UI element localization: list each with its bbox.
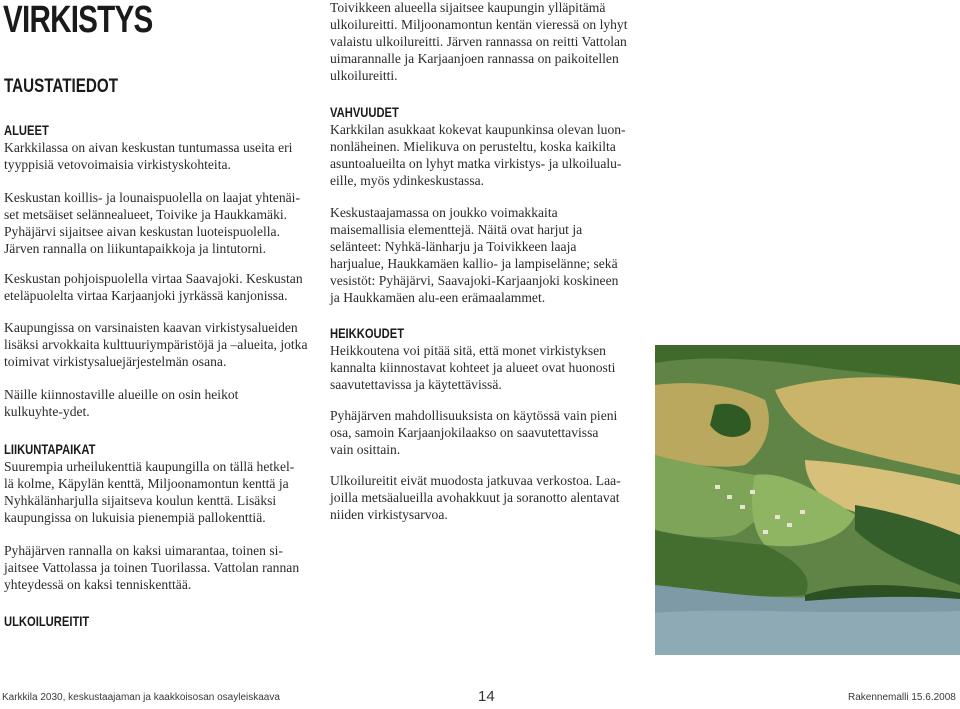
heading-ulkoilureitit: ULKOILUREITIT bbox=[4, 613, 90, 629]
paragraph-ulkoilureitit: Toivikkeen alueella sijaitsee kaupungin ylläpitämä ulkoilureitti. Miljoonamontun kentän vieressä on lyhyt valaistu ulkoilureitti. Järven rannassa on reitti Vattolan uimarannalle ja Karjaanjoen rannassa on paikoitellen ulkoilureitti. bbox=[330, 0, 628, 83]
paragraph-alueet-1: Karkkilassa on aivan keskustan tuntumassa useita eri tyyppisiä vetovoimaisia virkistyskohteita. bbox=[4, 140, 293, 172]
aerial-landscape-illustration bbox=[655, 345, 960, 655]
footer-document-title: Karkkila 2030, keskustaajaman ja kaakkoisosan osayleiskaava bbox=[2, 692, 280, 703]
heading-heikkoudet: HEIKKOUDET bbox=[330, 325, 405, 341]
paragraph-alueet-3: Keskustan pohjoispuolella virtaa Saavajoki. Keskustan eteläpuolelta virtaa Karjaanjoki jyrkässä kanjonissa. bbox=[4, 271, 303, 303]
paragraph-vahvuudet-2: Keskustaajamassa on joukko voimakkaita maisemallisia elementtejä. Näitä ovat harjut ja selänteet: Nyhkä-länharju ja Toivikkeen laaja harjualue, Haukkamäen kallio- ja lampiselänne; sekä vesistöt: Pyhäjärvi, Saavajoki-Karjaanjoki koskineen ja Haukkamäen alu-een erämaalammet. bbox=[330, 205, 619, 305]
paragraph-heikkoudet-1: Heikkoutena voi pitää sitä, että monet virkistyksen kannalta kiinnostavat kohteet ja alueet ovat huonosti saavutettavissa ja käytettävissä. bbox=[330, 343, 616, 392]
paragraph-heikkoudet-2: Pyhäjärven mahdollisuuksista on käytössä vain pieni osa, samoin Karjaanjokilaakso on saavutettavissa vain osittain. bbox=[330, 408, 618, 457]
page-number: 14 bbox=[478, 688, 495, 705]
paragraph-heikkoudet-3: Ulkoilureitit eivät muodosta jatkuvaa verkostoa. Laa-joilla metsäalueilla avohakkuut ja soranotto alentavat niiden virkistysarvoa. bbox=[330, 473, 621, 522]
paragraph-liikunta-2: Pyhäjärven rannalla on kaksi uimarantaa, toinen si-jaitsee Vattolassa ja toinen Tuorilassa. Vattolan rannan yhteydessä on kaksi tenniskenttää. bbox=[4, 543, 300, 592]
paragraph-alueet-2: Keskustan koillis- ja lounaispuolella on laajat yhtenäi-set metsäiset selännealueet, Toivike ja Haukkamäki. Pyhäjärvi sijaitsee aivan keskustan luoteispuolella. Järven rannalla on liikuntapaikkoja ja lintutorni. bbox=[4, 190, 300, 256]
heading-liikuntapaikat: LIIKUNTAPAIKAT bbox=[4, 441, 96, 457]
page-title: VIRKISTYS bbox=[3, 0, 153, 41]
paragraph-vahvuudet-1: Karkkilan asukkaat kokevat kaupunkinsa olevan luon-nonläheinen. Mielikuva on perusteltu, koska kaikilta asuntoalueilta on lyhyt matka virkistys- ja ulkoilualu-eille, myös ydinkeskustassa. bbox=[330, 122, 626, 188]
paragraph-liikunta-1: Suurempia urheilukenttiä kaupungilla on tällä hetkel-lä kolme, Käpylän kenttä, Miljoonamontun kenttä ja Nyhkälänharjulla sijaitseva koulun kenttä. Lisäksi kaupungissa on lukuisia pienempiä pallokenttiä. bbox=[4, 459, 295, 525]
section-title-taustatiedot: TAUSTATIEDOT bbox=[4, 76, 118, 97]
heading-vahvuudet: VAHVUUDET bbox=[330, 104, 399, 120]
footer-version-date: Rakennemalli 15.6.2008 bbox=[848, 692, 956, 703]
paragraph-alueet-4: Kaupungissa on varsinaisten kaavan virkistysalueiden lisäksi arvokkaita kulttuuriympäristöjä ja –alueita, jotka toimivat virkistysaluejärjestelmän osana. bbox=[4, 320, 308, 369]
aerial-landscape-photo bbox=[655, 345, 960, 655]
paragraph-alueet-5: Näille kiinnostaville alueille on osin heikot kulkuyhte-ydet. bbox=[4, 387, 239, 419]
heading-alueet: ALUEET bbox=[4, 122, 49, 138]
